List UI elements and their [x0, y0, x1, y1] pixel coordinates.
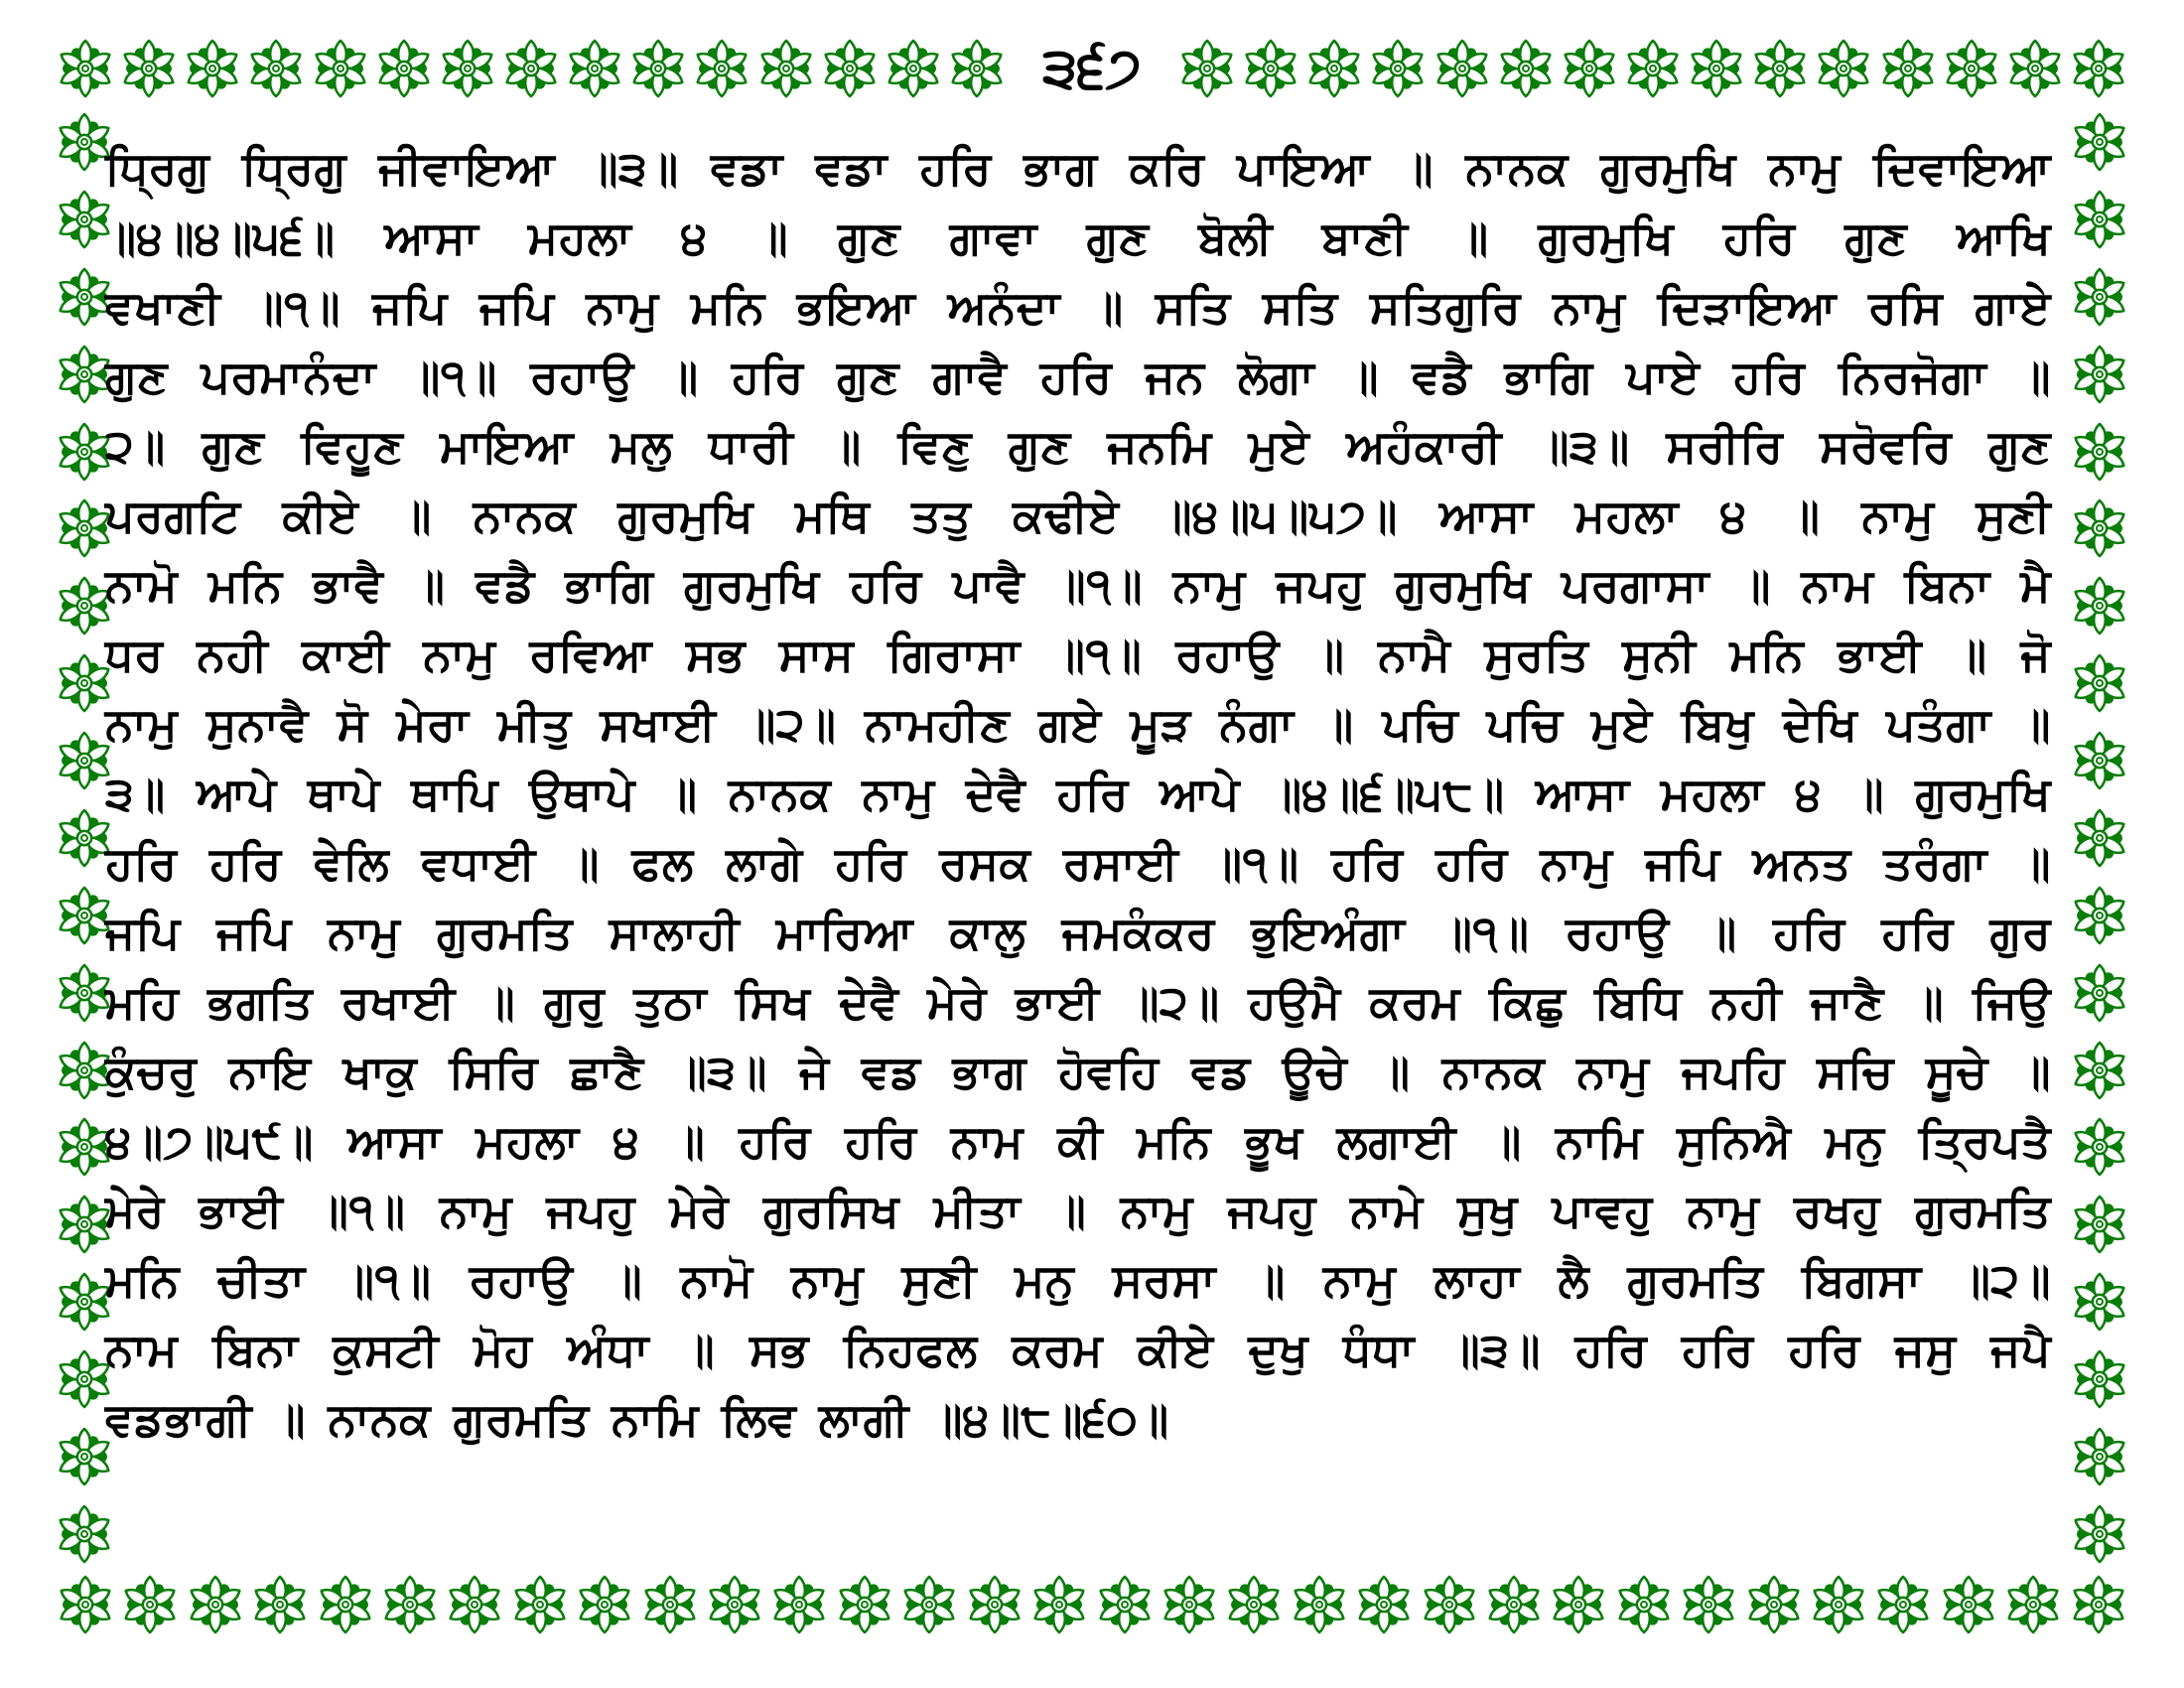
- flower-icon: [185, 1574, 246, 1635]
- text-line: ਵਖਾਣੀ ॥੧॥ ਜਪਿ ਜਪਿ ਨਾਮੁ ਮਨਿ ਭਇਆ ਅਨੰਦਾ ॥ ਸਤਿ ਸਤਿ ਸਤਿਗੁਰਿ ਨਾਮੁ ਦਿੜਾਇਆ ਰਸਿ ਗਾਏ: [105, 280, 2051, 334]
- flower-icon: [574, 1574, 635, 1635]
- flower-icon: [755, 38, 817, 99]
- flower-icon: [1548, 1574, 1609, 1635]
- text-line: ਜਪਿ ਜਪਿ ਨਾਮੁ ਗੁਰਮਤਿ ਸਾਲਾਹੀ ਮਾਰਿਆ ਕਾਲੁ ਜਮਕੰਕਰ ਭੁਇਅੰਗਾ ॥੧॥ ਰਹਾਉ ॥ ਹਰਿ ਹਰਿ ਗੁਰ: [105, 906, 2051, 959]
- flower-icon: [2069, 111, 2130, 173]
- flower-icon: [1432, 38, 1493, 99]
- flower-icon: [1743, 1574, 1805, 1635]
- flower-icon: [2069, 1271, 2130, 1333]
- flower-icon: [500, 38, 562, 99]
- text-line: ਮੇਰੇ ਭਾਈ ॥੧॥ ਨਾਮੁ ਜਪਹੁ ਮੇਰੇ ਗੁਰਸਿਖ ਮੀਤਾ ॥ ਨਾਮੁ ਜਪਹੁ ਨਾਮੇ ਸੁਖੁ ਪਾਵਹੁ ਨਾਮੁ ਰਖਹੁ ਗੁਰਮਤਿ: [105, 1184, 2051, 1237]
- flower-icon: [310, 38, 371, 99]
- flower-icon: [509, 1574, 571, 1635]
- flower-icon: [2069, 1348, 2130, 1410]
- flower-icon: [2069, 1116, 2130, 1178]
- flower-icon: [883, 38, 944, 99]
- text-line: ਪਰਗਟਿ ਕੀਏ ॥ ਨਾਨਕ ਗੁਰਮੁਖਿ ਮਥਿ ਤਤੁ ਕਢੀਏ ॥੪॥੫॥੫੭॥ ਆਸਾ ਮਹਲਾ ੪ ॥ ਨਾਮੁ ਸੁਣੀ: [105, 489, 2051, 542]
- flower-icon: [704, 1574, 765, 1635]
- flower-icon: [1419, 1574, 1480, 1635]
- scripture-text: [105, 133, 2051, 1454]
- flower-icon: [2069, 885, 2130, 946]
- text-line: ਧ੍ਰਿਗੁ ਧ੍ਰਿਗੁ ਜੀਵਾਇਆ ॥੩॥ ਵਡਾ ਵਡਾ ਹਰਿ ਭਾਗ ਕਰਿ ਪਾਇਆ ॥ ਨਾਨਕ ਗੁਰਮੁਖਿ ਨਾਮੁ ਦਿਵਾਇਆ: [105, 141, 2051, 195]
- flower-icon: [2069, 962, 2130, 1024]
- flower-icon: [1872, 1574, 1934, 1635]
- text-line: ਧਰ ਨਹੀ ਕਾਈ ਨਾਮੁ ਰਵਿਆ ਸਭ ਸਾਸ ਗਿਰਾਸਾ ॥੧॥ ਰਹਾਉ ॥ ਨਾਮੈ ਸੁਰਤਿ ਸੁਨੀ ਮਨਿ ਭਾਈ ॥ ਜੋ: [105, 628, 2051, 681]
- flower-icon: [2004, 38, 2066, 99]
- flower-icon: [444, 1574, 505, 1635]
- flower-icon: [1289, 1574, 1350, 1635]
- flower-icon: [1559, 38, 1620, 99]
- flower-icon: [2069, 266, 2130, 328]
- top-border-left-flowers: [55, 38, 1008, 99]
- flower-icon: [2069, 1503, 2130, 1565]
- text-line: ਗੁਣ ਪਰਮਾਨੰਦਾ ॥੧॥ ਰਹਾਉ ॥ ਹਰਿ ਗੁਣ ਗਾਵੈ ਹਰਿ ਜਨ ਲੋਗਾ ॥ ਵਡੈ ਭਾਗਿ ਪਾਏ ਹਰਿ ਨਿਰਜੋਗਾ ॥: [105, 350, 2051, 403]
- flower-icon: [2069, 344, 2130, 405]
- flower-icon: [1240, 38, 1301, 99]
- flower-icon: [119, 1574, 181, 1635]
- flower-icon: [691, 38, 752, 99]
- text-line: ਨਾਮ ਬਿਨਾ ਕੁਸਟੀ ਮੋਹ ਅੰਧਾ ॥ ਸਭ ਨਿਹਫਲ ਕਰਮ ਕੀਏ ਦੁਖੁ ਧੰਧਾ ॥੩॥ ਹਰਿ ਹਰਿ ਹਰਿ ਜਸੁ ਜਪੈ: [105, 1323, 2051, 1376]
- flower-icon: [2069, 1426, 2130, 1487]
- flower-icon: [2069, 807, 2130, 869]
- flower-icon: [2069, 1194, 2130, 1255]
- flower-icon: [245, 38, 307, 99]
- flower-icon: [373, 38, 435, 99]
- flower-icon: [55, 38, 116, 99]
- flower-icon: [1028, 1574, 1090, 1635]
- text-line: ੩॥ ਆਪੇ ਥਾਪੇ ਥਾਪਿ ਉਥਾਪੇ ॥ ਨਾਨਕ ਨਾਮੁ ਦੇਵੈ ਹਰਿ ਆਪੇ ॥੪॥੬॥੫੮॥ ਆਸਾ ਮਹਲਾ ੪ ॥ ਗੁਰਮੁਖਿ: [105, 767, 2051, 820]
- flower-icon: [964, 1574, 1025, 1635]
- flower-icon: [1303, 38, 1365, 99]
- flower-icon: [1367, 38, 1429, 99]
- flower-icon: [54, 1503, 115, 1565]
- flower-icon: [1813, 38, 1874, 99]
- flower-icon: [1941, 38, 2002, 99]
- flower-icon: [2069, 730, 2130, 791]
- flower-icon: [2069, 1040, 2130, 1101]
- flower-icon: [1877, 38, 1939, 99]
- flower-icon: [1353, 1574, 1415, 1635]
- flower-icon: [564, 38, 625, 99]
- flower-icon: [1483, 1574, 1545, 1635]
- text-line: ਨਾਮੋ ਮਨਿ ਭਾਵੈ ॥ ਵਡੈ ਭਾਗਿ ਗੁਰਮੁਖਿ ਹਰਿ ਪਾਵੈ ॥੧॥ ਨਾਮੁ ਜਪਹੁ ਗੁਰਮੁਖਿ ਪਰਗਾਸਾ ॥ ਨਾਮ ਬਿਨਾ ਮੈ: [105, 558, 2051, 612]
- flower-icon: [1808, 1574, 1869, 1635]
- flower-icon: [1622, 38, 1684, 99]
- flower-icon: [2069, 421, 2130, 483]
- flower-icon: [2069, 497, 2130, 559]
- flower-icon: [2069, 575, 2130, 636]
- text-line: ਨਾਮੁ ਸੁਨਾਵੈ ਸੋ ਮੇਰਾ ਮੀਤੁ ਸਖਾਈ ॥੨॥ ਨਾਮਹੀਣ ਗਏ ਮੂੜ ਨੰਗਾ ॥ ਪਚਿ ਪਚਿ ਮੁਏ ਬਿਖੁ ਦੇਖਿ ਪਤੰਗਾ ॥: [105, 697, 2051, 751]
- flower-icon: [2002, 1574, 2064, 1635]
- flower-icon: [819, 38, 881, 99]
- bottom-border: [55, 1569, 2129, 1640]
- flower-icon: [118, 38, 180, 99]
- flower-icon: [1223, 1574, 1285, 1635]
- flower-icon: [639, 1574, 701, 1635]
- text-line: ੪॥੭॥੫੯॥ ਆਸਾ ਮਹਲਾ ੪ ॥ ਹਰਿ ਹਰਿ ਨਾਮ ਕੀ ਮਨਿ ਭੂਖ ਲਗਾਈ ॥ ਨਾਮਿ ਸੁਨਿਐ ਮਨੁ ਤ੍ਰਿਪਤੈ: [105, 1114, 2051, 1168]
- text-line: ੨॥ ਗੁਣ ਵਿਹੂਣ ਮਾਇਆ ਮਲੁ ਧਾਰੀ ॥ ਵਿਣੁ ਗੁਣ ਜਨਮਿ ਮੁਏ ਅਹੰਕਾਰੀ ॥੩॥ ਸਰੀਰਿ ਸਰੋਵਰਿ ਗੁਣ: [105, 419, 2051, 473]
- flower-icon: [768, 1574, 830, 1635]
- flower-icon: [1176, 38, 1238, 99]
- flower-icon: [1613, 1574, 1675, 1635]
- text-line: ਮਹਿ ਭਗਤਿ ਰਖਾਈ ॥ ਗੁਰੁ ਤੁਠਾ ਸਿਖ ਦੇਵੈ ਮੇਰੇ ਭਾਈ ॥੨॥ ਹਉਮੈ ਕਰਮ ਕਿਛੁ ਬਿਧਿ ਨਹੀ ਜਾਣੈ ॥ ਜਿਉ: [105, 975, 2051, 1029]
- page-number: ੩੬੭: [1042, 36, 1142, 100]
- flower-icon: [55, 1574, 116, 1635]
- text-line: ਹਰਿ ਹਰਿ ਵੇਲਿ ਵਧਾਈ ॥ ਫਲ ਲਾਗੇ ਹਰਿ ਰਸਕ ਰਸਾਈ ॥੧॥ ਹਰਿ ਹਰਿ ਨਾਮੁ ਜਪਿ ਅਨਤ ਤਰੰਗਾ ॥: [105, 836, 2051, 890]
- top-border: [55, 30, 2129, 107]
- flower-icon: [379, 1574, 441, 1635]
- flower-icon: [315, 1574, 376, 1635]
- flower-icon: [2068, 38, 2129, 99]
- top-border-right-flowers: [1176, 38, 2129, 99]
- flower-icon: [898, 1574, 960, 1635]
- flower-icon: [1938, 1574, 1999, 1635]
- flower-icon: [1159, 1574, 1220, 1635]
- flower-icon: [946, 38, 1008, 99]
- flower-icon: [182, 38, 243, 99]
- flower-icon: [627, 38, 689, 99]
- flower-icon: [249, 1574, 311, 1635]
- flower-icon: [1686, 38, 1747, 99]
- flower-icon: [834, 1574, 895, 1635]
- flower-icon: [2068, 1574, 2129, 1635]
- flower-icon: [2069, 189, 2130, 250]
- text-line: ਮਨਿ ਚੀਤਾ ॥੧॥ ਰਹਾਉ ॥ ਨਾਮੋ ਨਾਮੁ ਸੁਣੀ ਮਨੁ ਸਰਸਾ ॥ ਨਾਮੁ ਲਾਹਾ ਲੈ ਗੁਰਮਤਿ ਬਿਗਸਾ ॥੨॥: [105, 1253, 2051, 1307]
- text-line: ਵਡਭਾਗੀ ॥ ਨਾਨਕ ਗੁਰਮਤਿ ਨਾਮਿ ਲਿਵ ਲਾਗੀ ॥੪॥੮॥੬੦॥: [105, 1392, 1169, 1446]
- flower-icon: [1749, 38, 1811, 99]
- text-line: ॥੪॥੪॥੫੬॥ ਆਸਾ ਮਹਲਾ ੪ ॥ ਗੁਣ ਗਾਵਾ ਗੁਣ ਬੋਲੀ ਬਾਣੀ ॥ ਗੁਰਮੁਖਿ ਹਰਿ ਗੁਣ ਆਖਿ: [105, 211, 2051, 264]
- flower-icon: [437, 38, 498, 99]
- flower-icon: [2069, 652, 2130, 714]
- text-line: ਕੁੰਚਰੁ ਨਾਇ ਖਾਕੁ ਸਿਰਿ ਛਾਣੈ ॥੩॥ ਜੇ ਵਡ ਭਾਗ ਹੋਵਹਿ ਵਡ ਊਚੇ ॥ ਨਾਨਕ ਨਾਮੁ ਜਪਹਿ ਸਚਿ ਸੂਚੇ ॥: [105, 1045, 2051, 1098]
- flower-icon: [1678, 1574, 1739, 1635]
- flower-icon: [1094, 1574, 1156, 1635]
- right-border: [2067, 111, 2132, 1565]
- flower-icon: [1495, 38, 1557, 99]
